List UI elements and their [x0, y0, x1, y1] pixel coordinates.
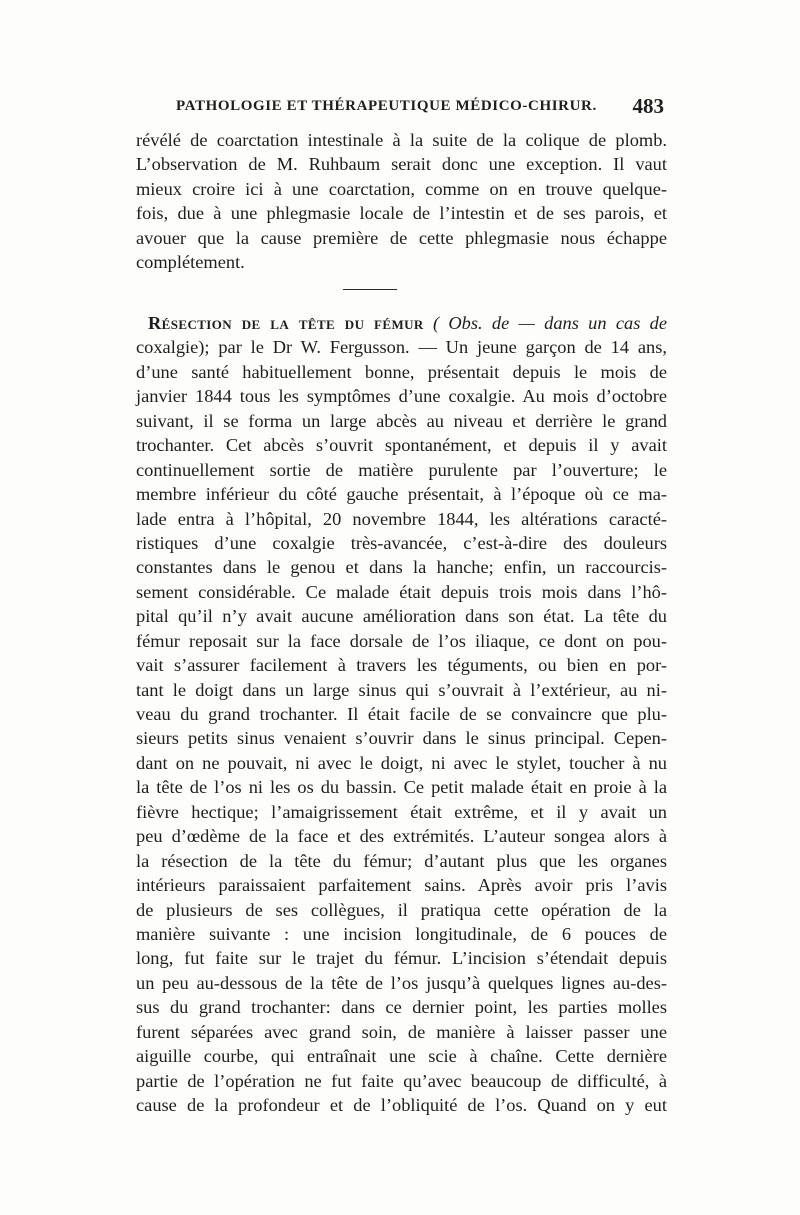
text-line: membre inférieur du côté gauche présentait, à l’époque où ce ma- [136, 484, 667, 505]
text-line: fémur reposait sur la face dorsale de l’os iliaque, ce dont on pou- [136, 630, 667, 651]
text-line: coxalgie); par le Dr W. Fergusson. — Un jeune garçon de 14 ans, [136, 337, 667, 358]
article-heading-line [136, 311, 667, 335]
running-title: PATHOLOGIE ET THÉRAPEUTIQUE MÉDICO-CHIRUR. [176, 98, 597, 114]
text-line: veau du grand trochanter. Il était facile de se convaincre que plu- [136, 704, 667, 724]
text-line: dant on ne pouvait, ni avec le doigt, ni avec le stylet, toucher à nu [136, 752, 667, 773]
text-line: peu d’œdème de la face et des extrémités. L’auteur songea alors à [136, 826, 667, 847]
text-line: L’observation de M. Ruhbaum serait donc une exception. Il vaut [136, 154, 667, 175]
text-line: un peu au-dessous de la tête de l’os jusqu’à quelques lignes au-des- [136, 972, 667, 993]
text-line: manière suivante : une incision longitudinale, de 6 pouces de [136, 923, 667, 944]
article-title: Résection de la tête du fémur [148, 313, 424, 333]
source-note: ( Obs. de — dans un cas de [432, 313, 667, 333]
section-separator-rule [343, 289, 397, 290]
article-paragraph [136, 311, 667, 1117]
text-line: la résection de la tête du fémur; d’autant plus que les organes [136, 850, 667, 871]
text-line: janvier 1844 tous les symptômes d’une coxalgie. Au mois d’octobre [136, 386, 667, 407]
text-line: partie de l’opération ne fut faite qu’avec beaucoup de difficulté, à [136, 1070, 667, 1091]
text-line: sieurs petits sinus venaient s’ouvrir dans le sinus principal. Cepen- [136, 728, 667, 749]
text-line: mieux croire ici à une coarctation, comme on en trouve quelque- [136, 178, 667, 199]
text-line: d’une santé habituellement bonne, présentait depuis le mois de [136, 361, 667, 382]
page-header [176, 94, 664, 124]
text-line: pital qu’il n’y avait aucune amélioration dans son état. La tête du [136, 606, 667, 627]
text-line: de plusieurs de ses collègues, il pratiqua cette opération de la [136, 899, 667, 920]
text-line: révélé de coarctation intestinale à la suite de la colique de plomb. [136, 130, 667, 150]
text-line: intérieurs paraissaient parfaitement sains. Après avoir pris l’avis [136, 875, 667, 896]
text-line: la tête de l’os ni les os du bassin. Ce petit malade était en proie à la [136, 777, 667, 798]
text-line: vait s’assurer facilement à travers les téguments, ou bien en por- [136, 655, 667, 676]
text-line: sus du grand trochanter: dans ce dernier point, les parties molles [136, 997, 667, 1018]
text-line: trochanter. Cet abcès s’ouvrit spontanément, et depuis il y avait [136, 435, 667, 456]
text-line: ristiques d’une coxalgie très-avancée, c’est-à-dire des douleurs [136, 532, 667, 553]
page-number: 483 [632, 94, 664, 118]
text-line: suivant, il se forma un large abcès au niveau et derrière le grand [136, 410, 667, 431]
text-line: cause de la profondeur et de l’obliquité de l’os. Quand on y eut [136, 1095, 667, 1115]
text-line: fièvre hectique; l’amaigrissement était extrême, et il y avait un [136, 801, 667, 822]
text-line: fois, due à une phlegmasie locale de l’intestin et de ses parois, et [136, 203, 667, 224]
text-line: complétement. [136, 252, 245, 273]
text-line: avouer que la cause première de cette phlegmasie nous échappe [136, 227, 667, 248]
text-line: furent séparées avec grand soin, de manière à laisser passer une [136, 1021, 667, 1042]
text-line: continuellement sortie de matière purulente par l’ouverture; le [136, 459, 667, 480]
text-line: aiguille courbe, qui entraînait une scie à chaîne. Cette dernière [136, 1046, 667, 1067]
text-line: tant le doigt dans un large sinus qui s’ouvrait à l’extérieur, au ni- [136, 679, 667, 700]
text-line: lade entra à l’hôpital, 20 novembre 1844, les altérations caracté- [136, 508, 667, 529]
text-line: sement considérable. Ce malade était depuis trois mois dans l’hô- [136, 581, 667, 602]
text-line: long, fut faite sur le trajet du fémur. L’incision s’étendait depuis [136, 948, 667, 969]
text-line: constantes dans le genou et dans la hanche; enfin, un raccourcis- [136, 557, 667, 578]
intro-paragraph [136, 128, 667, 275]
